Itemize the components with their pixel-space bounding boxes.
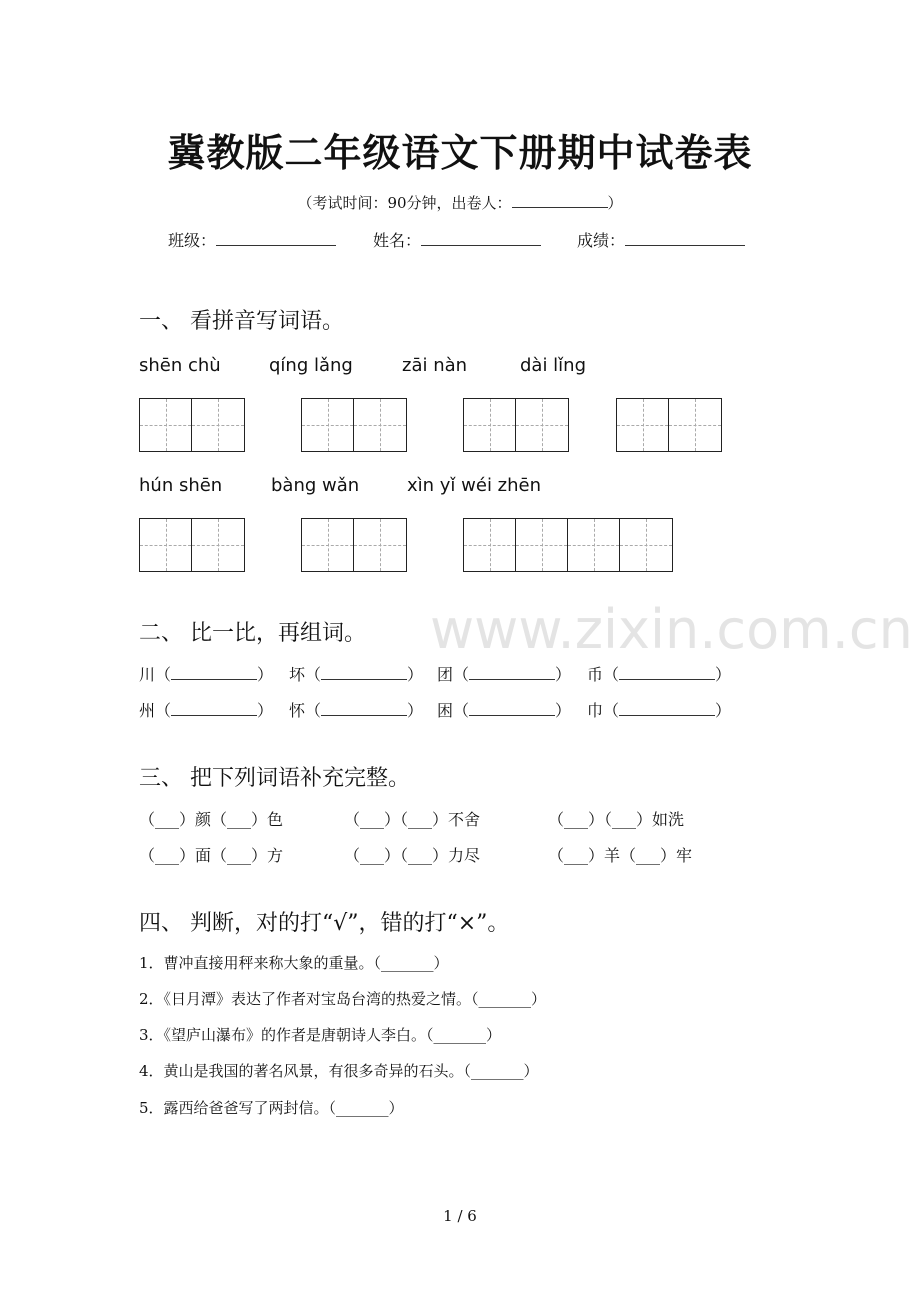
score-label: 成绩： — [577, 231, 626, 250]
page-title: 冀教版二年级语文下册期中试卷表 — [167, 130, 753, 175]
word-blank[interactable] — [171, 701, 257, 716]
writing-grid[interactable] — [463, 518, 673, 572]
idiom-blank[interactable]: （___）颜（___）色 — [139, 810, 284, 829]
examiner-blank[interactable] — [512, 193, 608, 208]
word-blank[interactable] — [469, 665, 555, 680]
exam-subtitle — [0, 192, 920, 213]
pinyin-5: hún shēn — [139, 475, 223, 496]
word-blank[interactable] — [619, 665, 715, 680]
pinyin-1: shēn chù — [139, 355, 221, 376]
compare-item: 川（ ） — [139, 665, 274, 684]
section4-heading: 四、 判断，对的打“√”，错的打“×”。 — [139, 911, 510, 936]
name-label: 姓名： — [373, 231, 422, 250]
writing-grid[interactable] — [616, 398, 722, 452]
compare-char: 币 — [587, 665, 604, 684]
section1-heading: 一、 看拼音写词语。 — [139, 309, 344, 334]
writing-grid[interactable] — [139, 398, 245, 452]
pinyin-4: dài lǐng — [520, 355, 587, 376]
subtitle-text: （考试时间：90分钟，出卷人： — [297, 194, 512, 212]
word-blank[interactable] — [171, 665, 257, 680]
compare-char: 坏 — [289, 665, 306, 684]
compare-item: 困（ ） — [437, 701, 572, 720]
idiom-blank[interactable]: （___）羊（___）牢 — [548, 846, 693, 865]
word-blank[interactable] — [469, 701, 555, 716]
judge-item[interactable]: 2．《日月潭》表达了作者对宝岛台湾的热爱之情。（_______） — [139, 990, 547, 1008]
compare-char: 州 — [139, 701, 156, 720]
word-blank[interactable] — [619, 701, 715, 716]
judge-item[interactable]: 3．《望庐山瀑布》的作者是唐朝诗人李白。（_______） — [139, 1026, 502, 1044]
compare-char: 团 — [437, 665, 454, 684]
class-blank[interactable] — [216, 231, 336, 246]
pinyin-7: xìn yǐ wéi zhēn — [407, 475, 542, 496]
compare-item: 币（ ） — [587, 665, 732, 684]
compare-char: 巾 — [587, 701, 604, 720]
compare-item: 坏（ ） — [289, 665, 424, 684]
name-field — [373, 228, 541, 251]
section3-heading: 三、 把下列词语补充完整。 — [139, 766, 410, 791]
pinyin-3: zāi nàn — [402, 355, 468, 376]
name-blank[interactable] — [421, 231, 541, 246]
idiom-blank[interactable]: （___）（___）如洗 — [548, 810, 685, 829]
score-field — [577, 228, 745, 251]
idiom-blank[interactable]: （___）（___）不舍 — [344, 810, 481, 829]
idiom-blank[interactable]: （___）面（___）方 — [139, 846, 284, 865]
writing-grid[interactable] — [301, 518, 407, 572]
compare-item: 怀（ ） — [289, 701, 424, 720]
writing-grid[interactable] — [463, 398, 569, 452]
compare-char: 川 — [139, 665, 156, 684]
judge-item[interactable]: 5．露西给爸爸写了两封信。（_______） — [139, 1099, 404, 1117]
subtitle-close: ） — [607, 194, 623, 212]
score-blank[interactable] — [625, 231, 745, 246]
word-blank[interactable] — [321, 665, 407, 680]
compare-char: 困 — [437, 701, 454, 720]
judge-item[interactable]: 1．曹冲直接用秤来称大象的重量。（_______） — [139, 954, 449, 972]
page-number: 1 / 6 — [443, 1207, 477, 1225]
class-field — [168, 228, 336, 251]
compare-item: 巾（ ） — [587, 701, 732, 720]
writing-grid[interactable] — [139, 518, 245, 572]
pinyin-2: qíng lǎng — [269, 355, 353, 376]
watermark: www.zixin.com.cn — [430, 598, 913, 661]
compare-char: 怀 — [289, 701, 306, 720]
class-label: 班级： — [168, 231, 217, 250]
word-blank[interactable] — [321, 701, 407, 716]
judge-item[interactable]: 4．黄山是我国的著名风景，有很多奇异的石头。（_______） — [139, 1062, 539, 1080]
compare-item: 州（ ） — [139, 701, 274, 720]
idiom-blank[interactable]: （___）（___）力尽 — [344, 846, 481, 865]
compare-item: 团（ ） — [437, 665, 572, 684]
section2-heading: 二、 比一比，再组词。 — [139, 621, 366, 646]
writing-grid[interactable] — [301, 398, 407, 452]
pinyin-6: bàng wǎn — [271, 475, 360, 496]
